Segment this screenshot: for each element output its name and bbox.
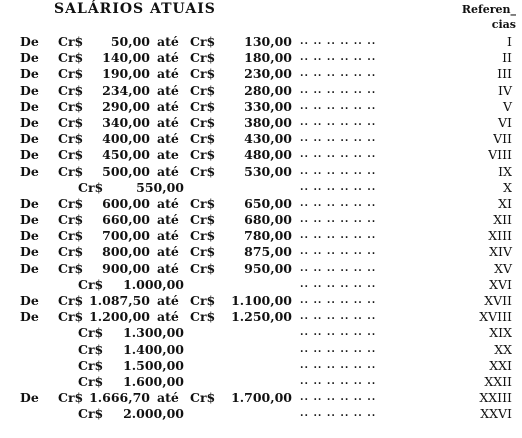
leader-dots: .. .. .. .. .. ..: [300, 197, 377, 209]
leader-dots: .. .. .. .. .. ..: [300, 68, 377, 80]
salary-to: 230,00: [244, 66, 292, 82]
salary-to: 780,00: [244, 228, 292, 244]
reference-numeral: VI: [498, 114, 512, 130]
currency-from: Cr$: [58, 212, 84, 228]
prefix-de: De: [20, 390, 39, 406]
prefix-de: De: [20, 147, 39, 163]
reference-numeral: V: [502, 98, 512, 114]
salary-from: 1.300,00: [123, 325, 184, 341]
table-row: [0, 34, 522, 50]
leader-dots: .. .. .. .. .. ..: [300, 133, 377, 145]
table-row: [0, 99, 522, 115]
reference-numeral: I: [507, 34, 512, 49]
salary-to: 430,00: [244, 131, 292, 147]
salary-from: 2.000,00: [123, 406, 184, 422]
salary-from: 400,00: [102, 131, 150, 147]
currency-from: Cr$: [58, 50, 84, 66]
salary-to: 330,00: [244, 98, 292, 114]
currency-to: Cr$: [190, 195, 216, 211]
salary-from: 1.200,00: [89, 309, 150, 325]
reference-numeral: XIV: [489, 244, 512, 260]
salary-from: 1.000,00: [123, 276, 184, 292]
currency-to: Cr$: [190, 260, 216, 276]
currency-to: Cr$: [190, 114, 216, 130]
table-row: [0, 164, 522, 180]
connector-ate: até: [157, 228, 179, 244]
connector-ate: até: [157, 131, 179, 147]
connector-ate: até: [157, 390, 179, 406]
table-row: [0, 196, 522, 212]
currency-to: Cr$: [190, 244, 216, 260]
salary-to: 1.250,00: [231, 309, 292, 325]
reference-numeral: XX: [494, 341, 512, 357]
references-header-line-2: cias: [491, 18, 516, 31]
salary-from: 500,00: [102, 163, 150, 179]
prefix-de: De: [20, 244, 39, 260]
currency-from: Cr$: [78, 276, 104, 292]
salary-to: 875,00: [244, 244, 292, 260]
table-row: [0, 228, 522, 244]
connector-ate: até: [157, 82, 179, 98]
currency-from: Cr$: [58, 131, 84, 147]
connector-ate: até: [157, 212, 179, 228]
references-header-line-1: Referen_: [461, 3, 516, 16]
salary-from: 900,00: [102, 260, 150, 276]
prefix-de: De: [20, 163, 39, 179]
table-row: [0, 83, 522, 99]
table-row: [0, 293, 522, 309]
table-row: [0, 50, 522, 66]
currency-to: Cr$: [190, 82, 216, 98]
reference-numeral: XI: [498, 195, 512, 211]
reference-numeral: XVII: [484, 293, 512, 308]
table-row: [0, 261, 522, 277]
salary-from: 600,00: [102, 195, 150, 211]
currency-from: Cr$: [58, 309, 84, 325]
leader-dots: .. .. .. .. .. ..: [300, 230, 377, 242]
currency-to: Cr$: [190, 309, 216, 325]
currency-from: Cr$: [58, 195, 84, 211]
prefix-de: De: [20, 114, 39, 130]
leader-dots: .. .. .. .. .. ..: [300, 375, 377, 387]
currency-from: Cr$: [78, 357, 104, 373]
salary-from: 340,00: [102, 114, 150, 130]
salary-to: 1.100,00: [231, 293, 292, 308]
currency-to: Cr$: [190, 131, 216, 147]
currency-to: Cr$: [190, 66, 216, 82]
salary-to: 650,00: [244, 195, 292, 211]
salary-from: 234,00: [102, 82, 150, 98]
table-row: [0, 309, 522, 325]
prefix-de: De: [20, 66, 39, 82]
leader-dots: .. .. .. .. .. ..: [300, 278, 377, 290]
connector-ate: até: [157, 293, 179, 308]
salary-table: [0, 34, 522, 423]
currency-from: Cr$: [58, 244, 84, 260]
leader-dots: .. .. .. .. .. ..: [300, 36, 377, 47]
salary-to: 680,00: [244, 212, 292, 228]
leader-dots: .. .. .. .. .. ..: [300, 100, 377, 112]
currency-to: Cr$: [190, 163, 216, 179]
page-title: SALÁRIOS ATUAIS: [54, 1, 216, 17]
reference-numeral: VII: [493, 131, 512, 147]
salary-from: 660,00: [102, 212, 150, 228]
salary-to: 280,00: [244, 82, 292, 98]
reference-numeral: III: [497, 66, 512, 82]
salary-from: 1.500,00: [123, 357, 184, 373]
currency-from: Cr$: [58, 114, 84, 130]
salary-to: 380,00: [244, 114, 292, 130]
table-row: [0, 147, 522, 163]
currency-to: Cr$: [190, 212, 216, 228]
leader-dots: .. .. .. .. .. ..: [300, 116, 377, 128]
currency-from: Cr$: [58, 293, 84, 308]
connector-ate: até: [157, 309, 179, 325]
salary-from: 1.400,00: [123, 341, 184, 357]
connector-ate: até: [157, 195, 179, 211]
currency-to: Cr$: [190, 293, 216, 308]
connector-ate: até: [157, 163, 179, 179]
salary-to: 180,00: [244, 50, 292, 66]
prefix-de: De: [20, 293, 39, 308]
reference-numeral: XVIII: [479, 309, 512, 325]
prefix-de: De: [20, 212, 39, 228]
salary-from: 190,00: [102, 66, 150, 82]
currency-from: Cr$: [58, 390, 84, 406]
table-row: [0, 244, 522, 260]
connector-ate: até: [157, 244, 179, 260]
leader-dots: .. .. .. .. .. ..: [300, 214, 377, 226]
currency-to: Cr$: [190, 34, 216, 49]
currency-from: Cr$: [58, 98, 84, 114]
salary-from: 50,00: [110, 34, 150, 49]
connector-ate: até: [157, 50, 179, 66]
currency-from: Cr$: [58, 260, 84, 276]
currency-from: Cr$: [58, 82, 84, 98]
table-row: [0, 277, 522, 293]
leader-dots: .. .. .. .. .. ..: [300, 52, 377, 64]
table-row: [0, 406, 522, 422]
salary-from: 700,00: [102, 228, 150, 244]
salary-to: 950,00: [244, 260, 292, 276]
prefix-de: De: [20, 195, 39, 211]
leader-dots: .. .. .. .. .. ..: [300, 295, 377, 306]
reference-numeral: X: [503, 179, 512, 195]
salary-from: 1.087,50: [89, 293, 150, 308]
reference-numeral: IV: [498, 82, 512, 98]
salary-from: 1.666,70: [89, 390, 150, 406]
currency-from: Cr$: [58, 163, 84, 179]
prefix-de: De: [20, 50, 39, 66]
table-row: [0, 66, 522, 82]
currency-from: Cr$: [78, 373, 104, 389]
prefix-de: De: [20, 131, 39, 147]
currency-from: Cr$: [78, 325, 104, 341]
leader-dots: .. .. .. .. .. ..: [300, 408, 377, 420]
reference-numeral: XII: [493, 212, 512, 228]
leader-dots: .. .. .. .. .. ..: [300, 392, 377, 404]
table-row: [0, 131, 522, 147]
reference-numeral: XIX: [489, 325, 512, 341]
salary-to: 1.700,00: [231, 390, 292, 406]
leader-dots: .. .. .. .. .. ..: [300, 359, 377, 371]
connector-ate: até: [157, 260, 179, 276]
reference-numeral: XVI: [489, 276, 512, 292]
leader-dots: .. .. .. .. .. ..: [300, 311, 377, 323]
reference-numeral: II: [502, 50, 512, 66]
currency-from: Cr$: [58, 66, 84, 82]
leader-dots: .. .. .. .. .. ..: [300, 165, 377, 177]
salary-from: 800,00: [102, 244, 150, 260]
salary-from: 290,00: [102, 98, 150, 114]
leader-dots: .. .. .. .. .. ..: [300, 84, 377, 96]
references-header: [436, 2, 516, 32]
table-row: [0, 180, 522, 196]
salary-to: 480,00: [244, 147, 292, 163]
table-row: [0, 212, 522, 228]
currency-from: Cr$: [58, 34, 84, 49]
salary-from: 1.600,00: [123, 373, 184, 389]
prefix-de: De: [20, 34, 39, 49]
currency-from: Cr$: [58, 147, 84, 163]
salary-from: 550,00: [136, 179, 184, 195]
reference-numeral: VIII: [488, 147, 512, 163]
prefix-de: De: [20, 82, 39, 98]
connector-ate: até: [157, 34, 179, 49]
reference-numeral: XV: [494, 260, 512, 276]
currency-from: Cr$: [78, 406, 104, 422]
connector-ate: até: [157, 114, 179, 130]
currency-to: Cr$: [190, 390, 216, 406]
connector-ate: até: [157, 98, 179, 114]
reference-numeral: XXII: [484, 373, 512, 389]
prefix-de: De: [20, 260, 39, 276]
currency-from: Cr$: [78, 179, 104, 195]
table-row: [0, 358, 522, 374]
prefix-de: De: [20, 228, 39, 244]
table-row: [0, 374, 522, 390]
salary-to: 530,00: [244, 163, 292, 179]
leader-dots: .. .. .. .. .. ..: [300, 246, 377, 258]
leader-dots: .. .. .. .. .. ..: [300, 343, 377, 355]
table-row: [0, 390, 522, 406]
leader-dots: .. .. .. .. .. ..: [300, 262, 377, 274]
leader-dots: .. .. .. .. .. ..: [300, 181, 377, 193]
salary-to: 130,00: [244, 34, 292, 49]
currency-to: Cr$: [190, 147, 216, 163]
reference-numeral: IX: [498, 163, 512, 179]
table-row: [0, 342, 522, 358]
reference-numeral: XXVI: [480, 406, 512, 422]
leader-dots: .. .. .. .. .. ..: [300, 149, 377, 161]
leader-dots: .. .. .. .. .. ..: [300, 327, 377, 339]
prefix-de: De: [20, 98, 39, 114]
connector-ate: até: [157, 66, 179, 82]
table-row: [0, 325, 522, 341]
reference-numeral: XXIII: [479, 390, 512, 406]
connector-ate: ate: [157, 147, 179, 163]
currency-from: Cr$: [58, 228, 84, 244]
reference-numeral: XIII: [488, 228, 512, 244]
salary-from: 140,00: [102, 50, 150, 66]
currency-from: Cr$: [78, 341, 104, 357]
prefix-de: De: [20, 309, 39, 325]
salary-from: 450,00: [102, 147, 150, 163]
currency-to: Cr$: [190, 50, 216, 66]
currency-to: Cr$: [190, 98, 216, 114]
currency-to: Cr$: [190, 228, 216, 244]
reference-numeral: XXI: [489, 357, 512, 373]
table-row: [0, 115, 522, 131]
